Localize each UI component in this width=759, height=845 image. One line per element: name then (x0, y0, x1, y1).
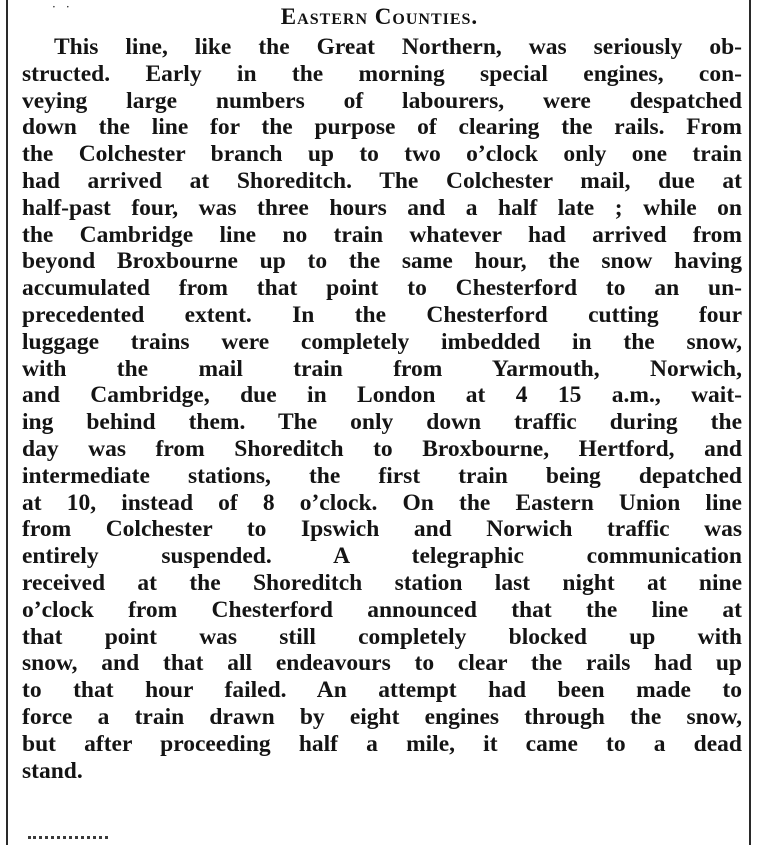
article-line: but after proceeding half a mile, it came to a dead (22, 730, 742, 757)
article-line: the Colchester branch up to two o’clock only one train (22, 141, 742, 168)
article-line: veying large numbers of labourers, were despatched (22, 87, 742, 114)
column-rule-left (6, 0, 8, 845)
article-line: precedented extent. In the Chesterford cutting four (22, 301, 742, 328)
article-line: accumulated from that point to Chesterford to an un- (22, 275, 742, 302)
article-line: half-past four, was three hours and a half late ; while on (22, 194, 742, 221)
article-line: with the mail train from Yarmouth, Norwich, (22, 355, 742, 382)
article-body (22, 34, 742, 784)
next-article-cutoff (28, 834, 138, 845)
article-line: luggage trains were completely imbedded in the snow, (22, 328, 742, 355)
article-line: beyond Broxbourne up to the same hour, the snow having (22, 248, 742, 275)
article-line: o’clock from Chesterford announced that the line at (22, 596, 742, 623)
article-line: intermediate stations, the first train being depatched (22, 462, 742, 489)
article-line: snow, and that all endeavours to clear the rails had up (22, 650, 742, 677)
article-line: day was from Shoreditch to Broxbourne, Hertford, and (22, 435, 742, 462)
column-rule-right (749, 0, 751, 845)
article-line: at 10, instead of 8 o’clock. On the Eastern Union line (22, 489, 742, 516)
article-line: had arrived at Shoreditch. The Colchester mail, due at (22, 167, 742, 194)
article-line: received at the Shoreditch station last night at nine (22, 569, 742, 596)
article-line: ing behind them. The only down traffic during the (22, 409, 742, 436)
article-heading: Eastern Counties. (280, 4, 479, 29)
article-line: structed. Early in the morning special engines, con- (22, 60, 742, 87)
article-line: to that hour failed. An attempt had been made to (22, 677, 742, 704)
article-line: force a train drawn by eight engines through the snow, (22, 703, 742, 730)
article-line: the Cambridge line no train whatever had arrived from (22, 221, 742, 248)
article-line: from Colchester to Ipswich and Norwich traffic was (22, 516, 742, 543)
article-line: stand. (22, 757, 83, 784)
article-line: down the line for the purpose of clearing the rails. From (22, 114, 742, 141)
article-line: entirely suspended. A telegraphic communication (22, 543, 742, 570)
decorative-dots: ·· (52, 0, 80, 14)
article-line: and Cambridge, due in London at 4 15 a.m., wait- (22, 382, 742, 409)
article-line: that point was still completely blocked up with (22, 623, 742, 650)
article-line: This line, like the Great Northern, was seriously ob- (54, 34, 742, 60)
